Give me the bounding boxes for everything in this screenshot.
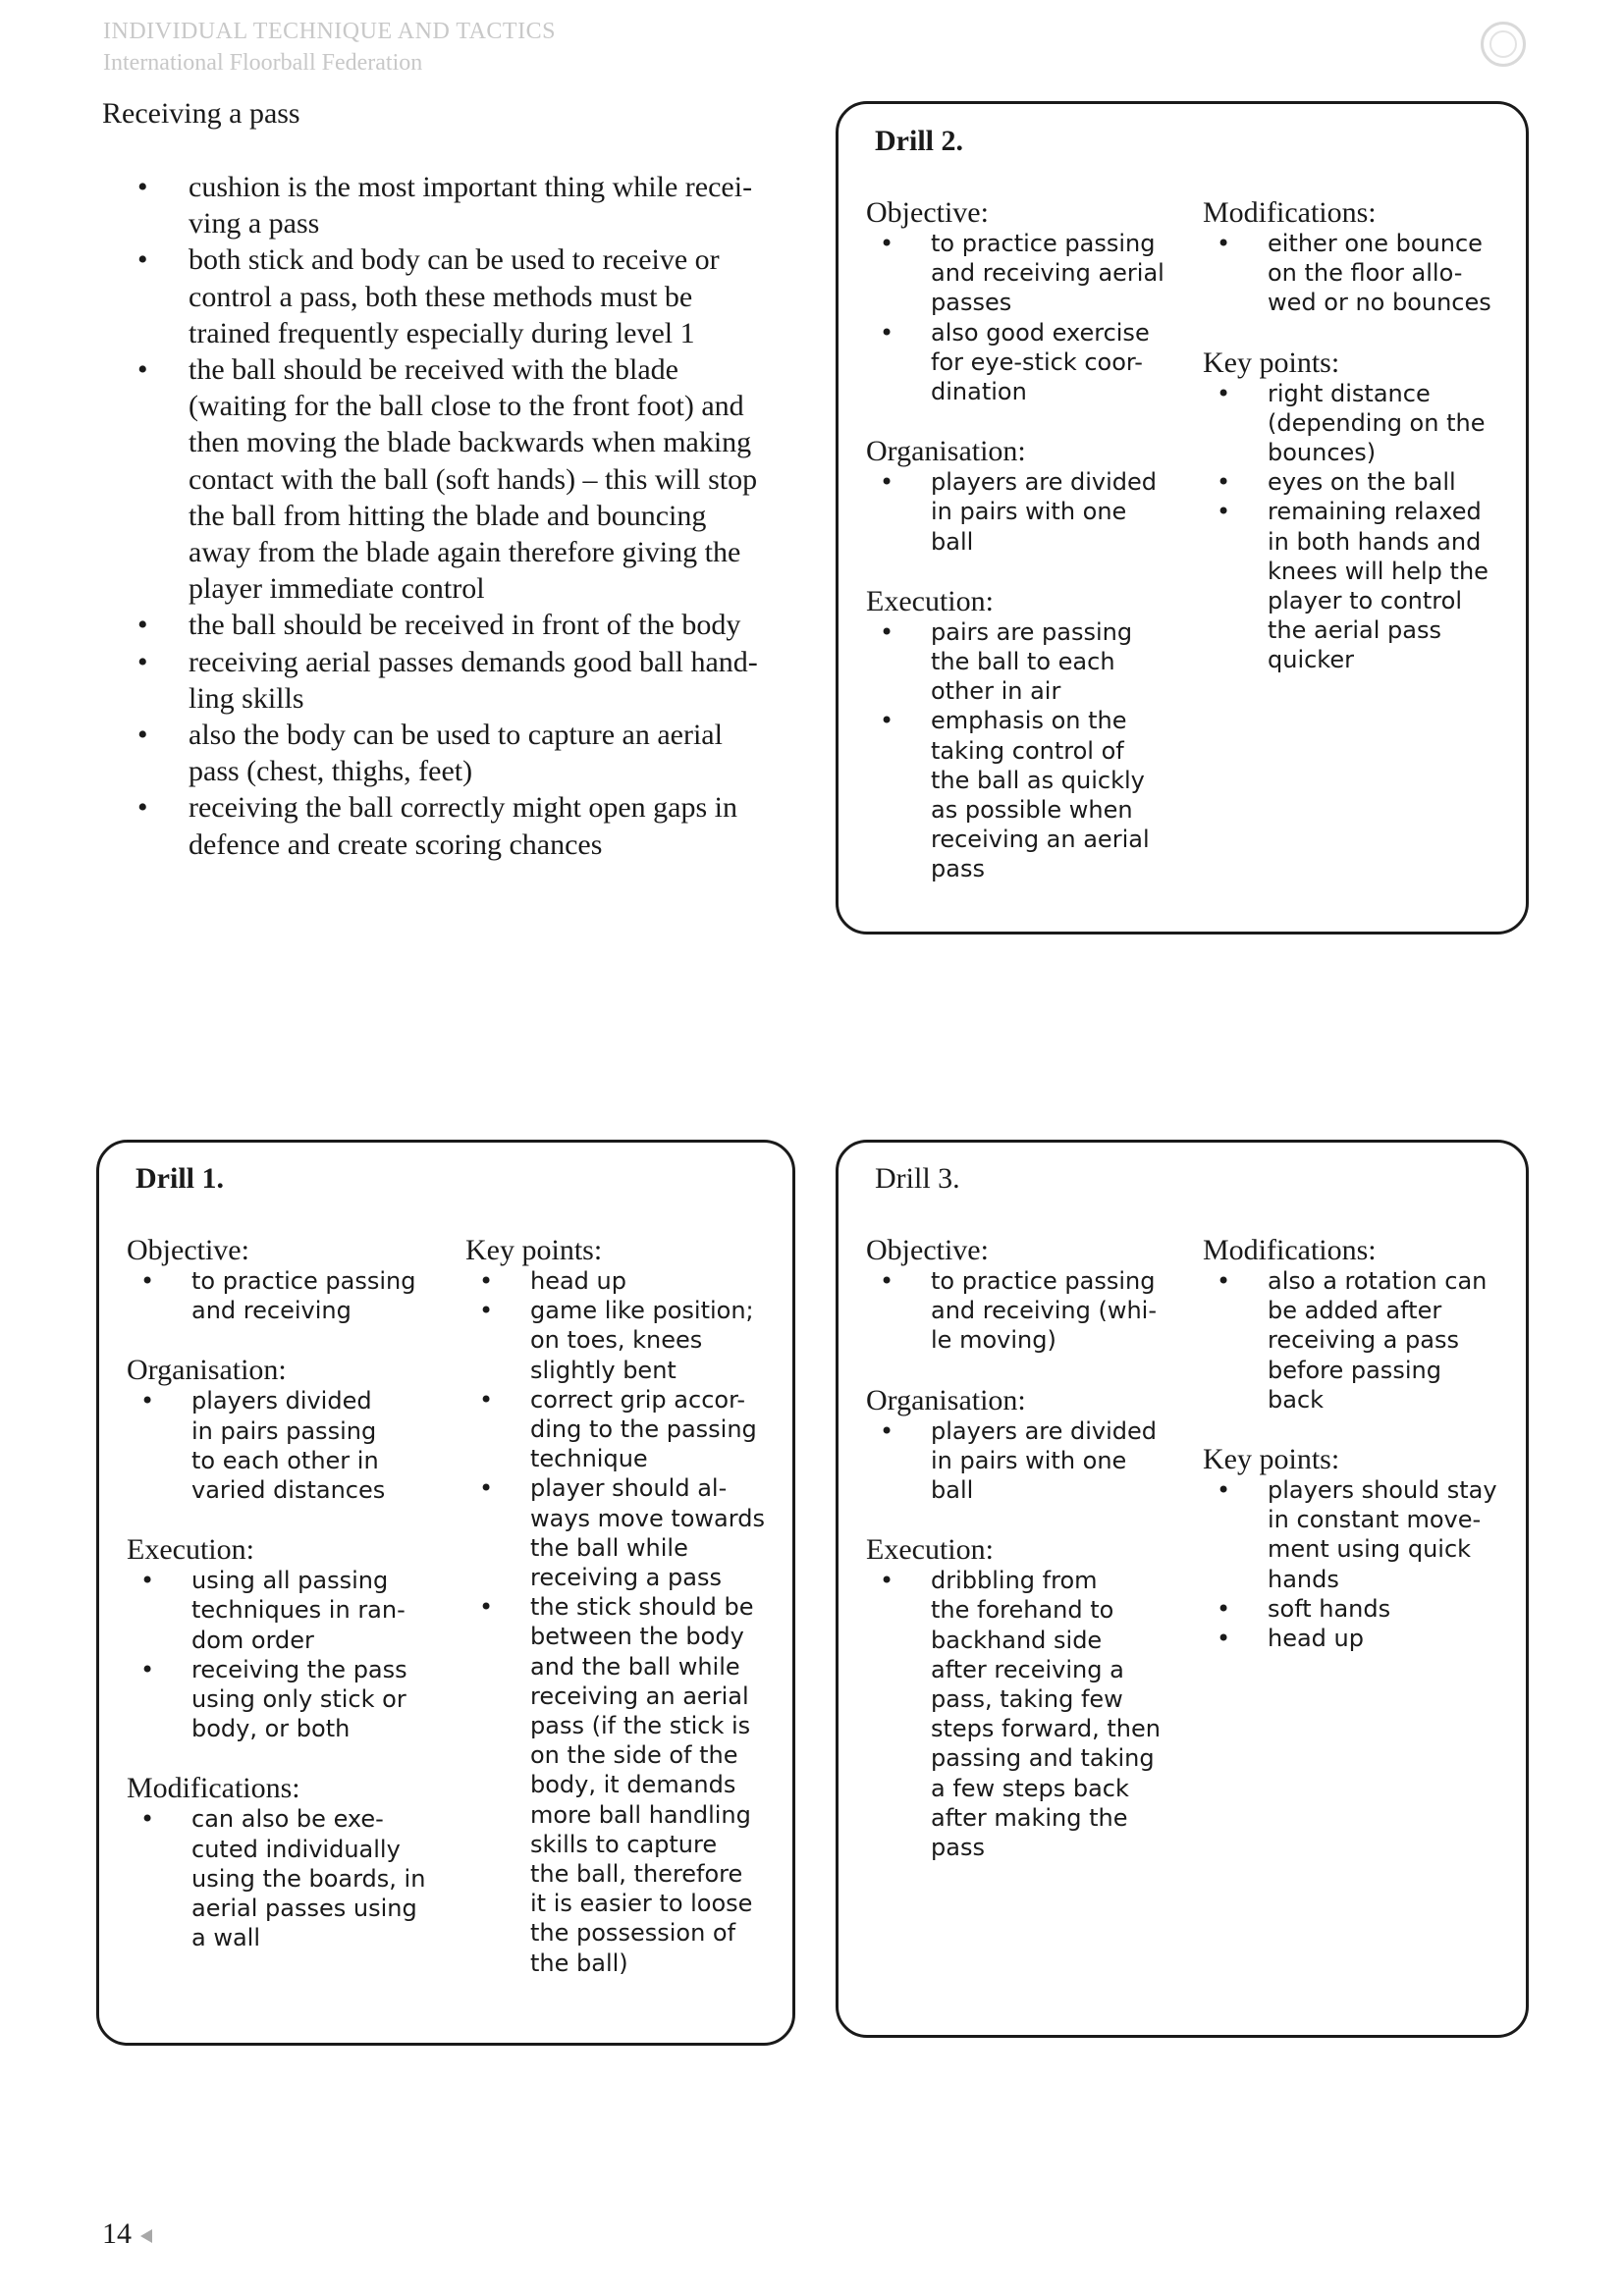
drill-2-objective-heading: Objective: [866, 196, 989, 229]
list-item: • also the body can be used to capture an aerial pass (chest, thighs, feet) [137, 717, 766, 789]
drill-1-organisation-list [127, 1386, 451, 1505]
drill-1-left-column [127, 1235, 451, 1982]
list-item: • either one bounce on the floor allo- wed or no bounces [1203, 229, 1527, 318]
drill-3-organisation-list [866, 1416, 1190, 1506]
list-item: • also good exercise for eye-stick coor- dination [866, 318, 1190, 407]
list-item: • the ball should be received with the blade (waiting for the ball close to the front foot) and then moving the blade backwards when making contact with the ball (soft hands) – this will stop the ball from hitting the blade and bouncing away from the blade again therefore giving the player immediate control [137, 351, 766, 607]
list-item: • to practice passing and receiving [127, 1266, 451, 1325]
page-arrow-icon [140, 2229, 152, 2243]
list-item: • players are divided in pairs with one ball [866, 467, 1190, 557]
list-item: • pairs are passing the ball to each other in air [866, 617, 1190, 707]
list-item: • eyes on the ball [1203, 467, 1527, 497]
drill-3-objective-heading: Objective: [866, 1234, 989, 1266]
list-item: • dribbling from the forehand to backhand side after receiving a pass, taking few steps forward, then passing and taking a few steps back after making the pass [866, 1566, 1190, 1862]
list-item: • correct grip accor- ding to the passing technique [465, 1385, 789, 1474]
drill-2-keypoints-heading: Key points: [1203, 346, 1340, 379]
drill-1-objective-heading: Objective: [127, 1234, 249, 1266]
drill-2-box [836, 101, 1529, 934]
section-title: Receiving a pass [102, 97, 300, 130]
drill-2-keypoints-list [1203, 379, 1527, 675]
list-item: • player should al- ways move towards the ball while receiving a pass [465, 1473, 789, 1592]
federation-logo-icon [1481, 22, 1526, 67]
drill-2-execution-heading: Execution: [866, 584, 994, 617]
drill-2-left-column [866, 197, 1190, 914]
list-item: • players divided in pairs passing to each other in varied distances [127, 1386, 451, 1505]
list-item: • the ball should be received in front of the body [137, 607, 766, 643]
drill-3-keypoints-heading: Key points: [1203, 1443, 1340, 1476]
drill-2-modifications-heading: Modifications: [1203, 196, 1377, 229]
drill-3-right-column [1203, 1235, 1527, 1682]
header-subtitle: International Floorball Federation [103, 50, 423, 76]
list-item: • to practice passing and receiving (whi- le moving) [866, 1266, 1190, 1356]
list-item: • soft hands [1203, 1594, 1527, 1624]
drill-3-box [836, 1140, 1529, 2038]
page-number: 14 [102, 2217, 132, 2250]
drill-2-objective-list [866, 229, 1190, 406]
list-item: • emphasis on the taking control of the ball as quickly as possible when receiving an aerial pass [866, 706, 1190, 883]
drill-1-modifications-list [127, 1804, 451, 1952]
drill-3-left-column [866, 1235, 1190, 1892]
drill-3-title: Drill 3. [875, 1162, 960, 1195]
drill-2-right-column [1203, 197, 1527, 705]
list-item: • players should stay in constant move- ment using quick hands [1203, 1475, 1527, 1594]
drill-1-organisation-heading: Organisation: [127, 1354, 287, 1387]
drill-1-execution-list [127, 1566, 451, 1743]
list-item: • game like position; on toes, knees slightly bent [465, 1296, 789, 1385]
list-item: • can also be exe- cuted individually using the boards, in aerial passes using a wall [127, 1804, 451, 1952]
list-item: • receiving the pass using only stick or body, or both [127, 1655, 451, 1744]
drill-1-right-column [465, 1235, 789, 2007]
list-item: • receiving aerial passes demands good ball hand- ling skills [137, 644, 766, 717]
drill-2-modifications-list [1203, 229, 1527, 318]
drill-2-execution-list [866, 617, 1190, 884]
list-item: • using all passing techniques in ran- dom order [127, 1566, 451, 1655]
list-item: • head up [465, 1266, 789, 1296]
drill-2-title: Drill 2. [875, 125, 963, 157]
list-item: • head up [1203, 1624, 1527, 1653]
list-item: • the stick should be between the body and the ball while receiving an aerial pass (if the stick is on the side of the body, it demands more ball handling skills to capture the ball, therefore it is easier to loose the possession of the ball) [465, 1592, 789, 1978]
drill-2-organisation-heading: Organisation: [866, 435, 1026, 468]
drill-3-modifications-list [1203, 1266, 1527, 1415]
drill-3-objective-list [866, 1266, 1190, 1356]
drill-3-modifications-heading: Modifications: [1203, 1234, 1377, 1266]
list-item: • receiving the ball correctly might open gaps in defence and create scoring chances [137, 789, 766, 862]
list-item: • cushion is the most important thing while recei- ving a pass [137, 169, 766, 241]
drill-1-execution-heading: Execution: [127, 1533, 254, 1567]
list-item: • to practice passing and receiving aerial passes [866, 229, 1190, 318]
drill-2-organisation-list [866, 467, 1190, 557]
list-item: • players are divided in pairs with one ball [866, 1416, 1190, 1506]
list-item: • right distance (depending on the bounces) [1203, 379, 1527, 468]
drill-1-objective-list [127, 1266, 451, 1325]
list-item: • also a rotation can be added after receiving a pass before passing back [1203, 1266, 1527, 1415]
drill-1-modifications-heading: Modifications: [127, 1772, 300, 1805]
drill-1-keypoints-list [465, 1266, 789, 1978]
drill-1-title: Drill 1. [135, 1162, 224, 1195]
drill-3-execution-heading: Execution: [866, 1533, 994, 1567]
section-bullets [137, 169, 766, 863]
list-item: • both stick and body can be used to receive or control a pass, both these methods must be trained frequently especially during level 1 [137, 241, 766, 351]
drill-3-execution-list [866, 1566, 1190, 1862]
drill-3-keypoints-list [1203, 1475, 1527, 1653]
running-header [103, 16, 556, 79]
header-title: INDIVIDUAL TECHNIQUE AND TACTICS [103, 19, 556, 44]
drill-1-box [96, 1140, 795, 2046]
drill-1-keypoints-heading: Key points: [465, 1234, 603, 1266]
drill-3-organisation-heading: Organisation: [866, 1383, 1026, 1416]
list-item: • remaining relaxed in both hands and knees will help the player to control the aerial pass quicker [1203, 497, 1527, 674]
